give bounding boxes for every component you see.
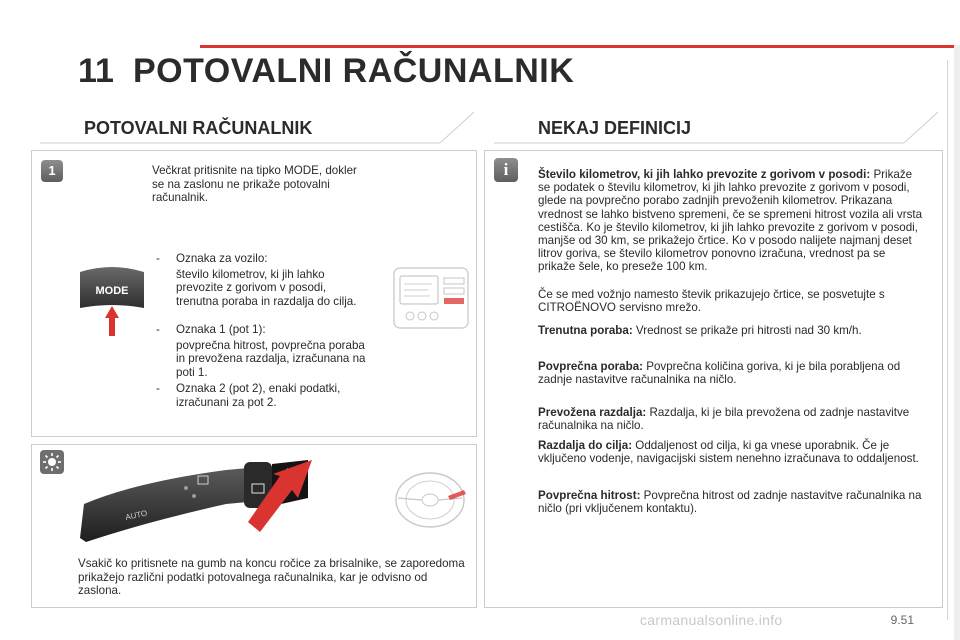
definition-average-consumption: Povprečna poraba: Povprečna količina goriva, ki je bila porabljena od zadnje nastavitve računalnika na ničlo. — [538, 360, 901, 387]
list-dash: - — [156, 382, 160, 395]
definition-average-speed: Povprečna hitrost: Povprečna hitrost od zadnje nastavitve računalnika na ničlo (pri vključenem kontaktu). — [538, 489, 922, 516]
dashboard-display-icon — [392, 266, 472, 332]
mode-button-icon — [72, 262, 152, 342]
definition-current-consumption: Trenutna poraba: Vrednost se prikaže pri hitrosti nad 30 km/h. — [538, 324, 862, 337]
definition-distance-travelled: Prevožena razdalja: Razdalja, ki je bila prevožena od zadnje nastavitve računalnika na ničlo. — [538, 406, 910, 433]
chapter-number: 11 — [78, 52, 114, 90]
definition-distance-to-destination: Razdalja do cilja: Oddaljenost od cilja, ki ga vnese uporabnik. Če je vključeno vodenje, navigacijski sistem nenehno izračunava to oddaljenost. — [538, 439, 919, 466]
list-item-detail: število kilometrov, ki jih lahko prevozite z gorivom v posodi, trenutna poraba in razdalja do cilja. — [176, 267, 357, 308]
right-heading-text: NEKAJ DEFINICIJ — [538, 118, 692, 138]
list-item-title: Oznaka za vozilo: — [176, 252, 268, 265]
list-item-detail: povprečna hitrost, povprečna poraba in prevožena razdalja, izračunana na poti 1. — [176, 338, 366, 379]
svg-text:AUTO: AUTO — [124, 508, 149, 522]
stalk-description: Vsakič ko pritisnete na gumb na koncu ročice za brisalnike, se zaporedoma prikažejo različni podatki potovalnega računalnika, kar je odvisno od zaslona. — [78, 557, 465, 598]
page-edge-line — [947, 60, 948, 620]
lighting-icon — [40, 450, 64, 474]
info-icon: i — [494, 158, 518, 182]
watermark: carmanualsonline.info — [640, 612, 783, 628]
steering-wheel-icon — [392, 470, 468, 530]
svg-text:MODE: MODE — [95, 285, 129, 297]
left-heading-text: POTOVALNI RAČUNALNIK — [84, 118, 313, 138]
right-section-heading — [494, 110, 944, 144]
list-item-title: Oznaka 2 (pot 2), enaki podatki, izračunani za pot 2. — [176, 382, 341, 409]
definition-note: Če se med vožnjo namesto števik prikazujejo črtice, se posvetujte s CITROËNOVO servisno mrežo. — [538, 288, 885, 315]
header-rule — [200, 45, 960, 48]
wiper-stalk-icon — [76, 452, 316, 548]
list-dash: - — [156, 323, 160, 336]
list-item-title: Oznaka 1 (pot 1): — [176, 323, 266, 336]
definition-range: Število kilometrov, ki jih lahko prevozite z gorivom v posodi: Prikaže se podatek o številu kilometrov, ki jih lahko prevozite z gorivom v posodi, glede na povprečno porabo zadnjih prevoženih kilometrov. Prikazana vrednost se lahko bistveno spremeni, če se spremeni hitrost vozila ali vrsta cestišča. Ko je število kilometrov, ki jih lahko prevozite z gorivom v posodi, manjše od 30 km, se prikažejo črtice. Ko v posodo nalijete najmanj deset litrov goriva, se število kilometrov ponovno izračuna, vrednost pa se prikaže šele, ko preseže 100 km. — [538, 168, 923, 274]
chapter-title: POTOVALNI RAČUNALNIK — [133, 52, 575, 90]
page-edge-strip — [954, 45, 960, 640]
step-badge: 1 — [41, 160, 63, 182]
left-section-heading — [40, 110, 480, 144]
page-number: 9.51 — [890, 613, 914, 627]
mode-intro-text: Večkrat pritisnite na tipko MODE, dokler se na zaslonu ne prikaže potovalni računalnik. — [152, 164, 357, 205]
list-dash: - — [156, 252, 160, 265]
